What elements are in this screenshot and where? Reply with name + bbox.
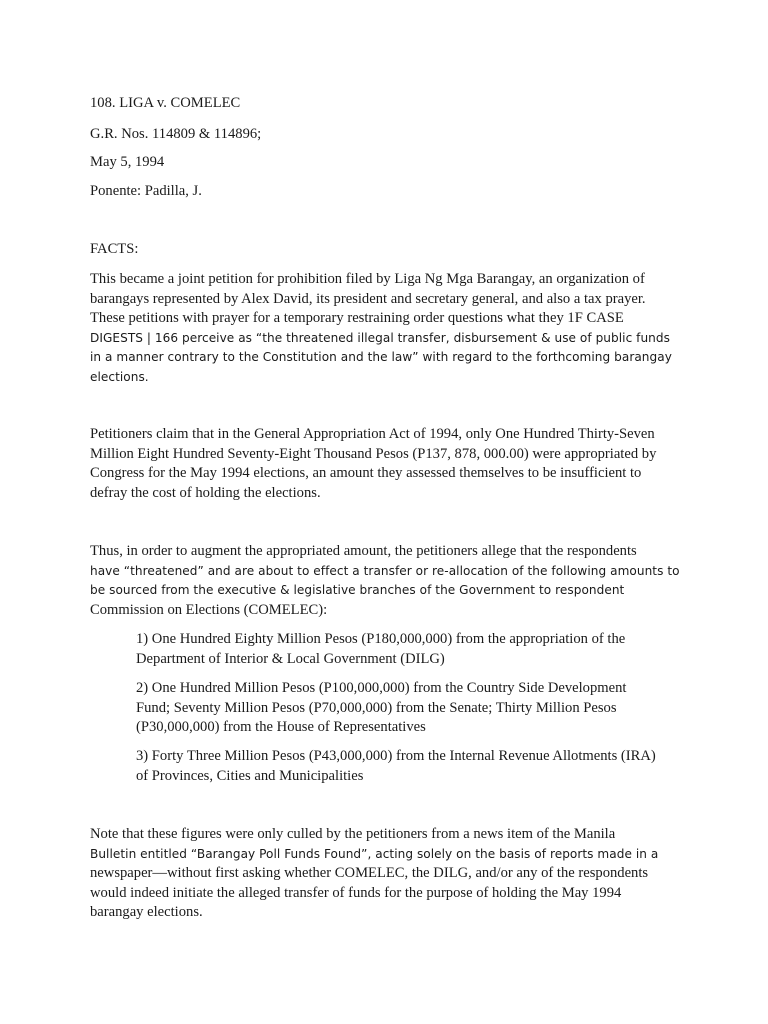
list-item-3 — [136, 747, 696, 786]
facts-paragraph-2 — [90, 425, 690, 503]
facts-heading: FACTS: — [90, 241, 139, 257]
case-title: 108. LIGA v. COMELEC — [90, 95, 241, 111]
facts-paragraph-3 — [90, 542, 690, 620]
facts-paragraph-1 — [90, 270, 690, 387]
paragraph-line: Bulletin entitled “Barangay Poll Funds Found”, acting solely on the basis of reports made in a — [90, 846, 659, 861]
paragraph-line: This became a joint petition for prohibition filed by Liga Ng Mga Barangay, an organization of — [90, 271, 645, 287]
gr-numbers: G.R. Nos. 114809 & 114896; — [90, 126, 262, 142]
paragraph-line: be sourced from the executive & legislative branches of the Government to respondent — [90, 583, 625, 597]
list-item-2 — [136, 679, 696, 738]
paragraph-line: would indeed initiate the alleged transfer of funds for the purpose of holding the May 1994 — [90, 884, 622, 901]
decision-date: May 5, 1994 — [90, 154, 165, 170]
list-item-line: 1) One Hundred Eighty Million Pesos (P180,000,000) from the appropriation of the — [136, 631, 626, 647]
paragraph-line: have “threatened” and are about to effect a transfer or re-allocation of the following amounts to — [90, 563, 680, 578]
paragraph-line: Petitioners claim that in the General Appropriation Act of 1994, only One Hundred Thirty-Seven — [90, 426, 655, 442]
facts-paragraph-4 — [90, 825, 690, 923]
list-item-line: Fund; Seventy Million Pesos (P70,000,000) from the Senate; Thirty Million Pesos — [136, 699, 617, 716]
paragraph-line: Million Eight Hundred Seventy-Eight Thousand Pesos (P137, 878, 000.00) were appropriated by — [90, 445, 657, 462]
paragraph-line: newspaper—without first asking whether COMELEC, the DILG, and/or any of the respondents — [90, 865, 649, 881]
paragraph-line: Congress for the May 1994 elections, an amount they assessed themselves to be insufficient to — [90, 465, 642, 481]
list-item-1 — [136, 630, 696, 669]
paragraph-line: elections. — [90, 369, 149, 384]
paragraph-line: barangays represented by Alex David, its president and secretary general, and also a tax prayer. — [90, 290, 646, 307]
paragraph-line: Note that these figures were only culled by the petitioners from a news item of the Manila — [90, 826, 616, 842]
list-item-line: of Provinces, Cities and Municipalities — [136, 767, 364, 784]
paragraph-line: barangay elections. — [90, 904, 203, 920]
list-item-line: 3) Forty Three Million Pesos (P43,000,000) from the Internal Revenue Allotments (IRA) — [136, 748, 656, 764]
paragraph-line: DIGESTS | 166 perceive as “the threatened illegal transfer, disbursement & use of public funds — [90, 330, 670, 345]
list-item-line: (P30,000,000) from the House of Representatives — [136, 719, 426, 735]
paragraph-line: Thus, in order to augment the appropriated amount, the petitioners allege that the respondents — [90, 543, 637, 559]
paragraph-line: Commission on Elections (COMELEC): — [90, 601, 328, 618]
paragraph-line: in a manner contrary to the Constitution and the law” with regard to the forthcoming barangay — [90, 350, 672, 364]
paragraph-line: These petitions with prayer for a temporary restraining order questions what they 1F CASE — [90, 310, 624, 326]
list-item-line: 2) One Hundred Million Pesos (P100,000,000) from the Country Side Development — [136, 680, 627, 696]
ponente: Ponente: Padilla, J. — [90, 183, 202, 199]
paragraph-line: defray the cost of holding the elections. — [90, 484, 321, 501]
list-item-line: Department of Interior & Local Government (DILG) — [136, 650, 445, 667]
